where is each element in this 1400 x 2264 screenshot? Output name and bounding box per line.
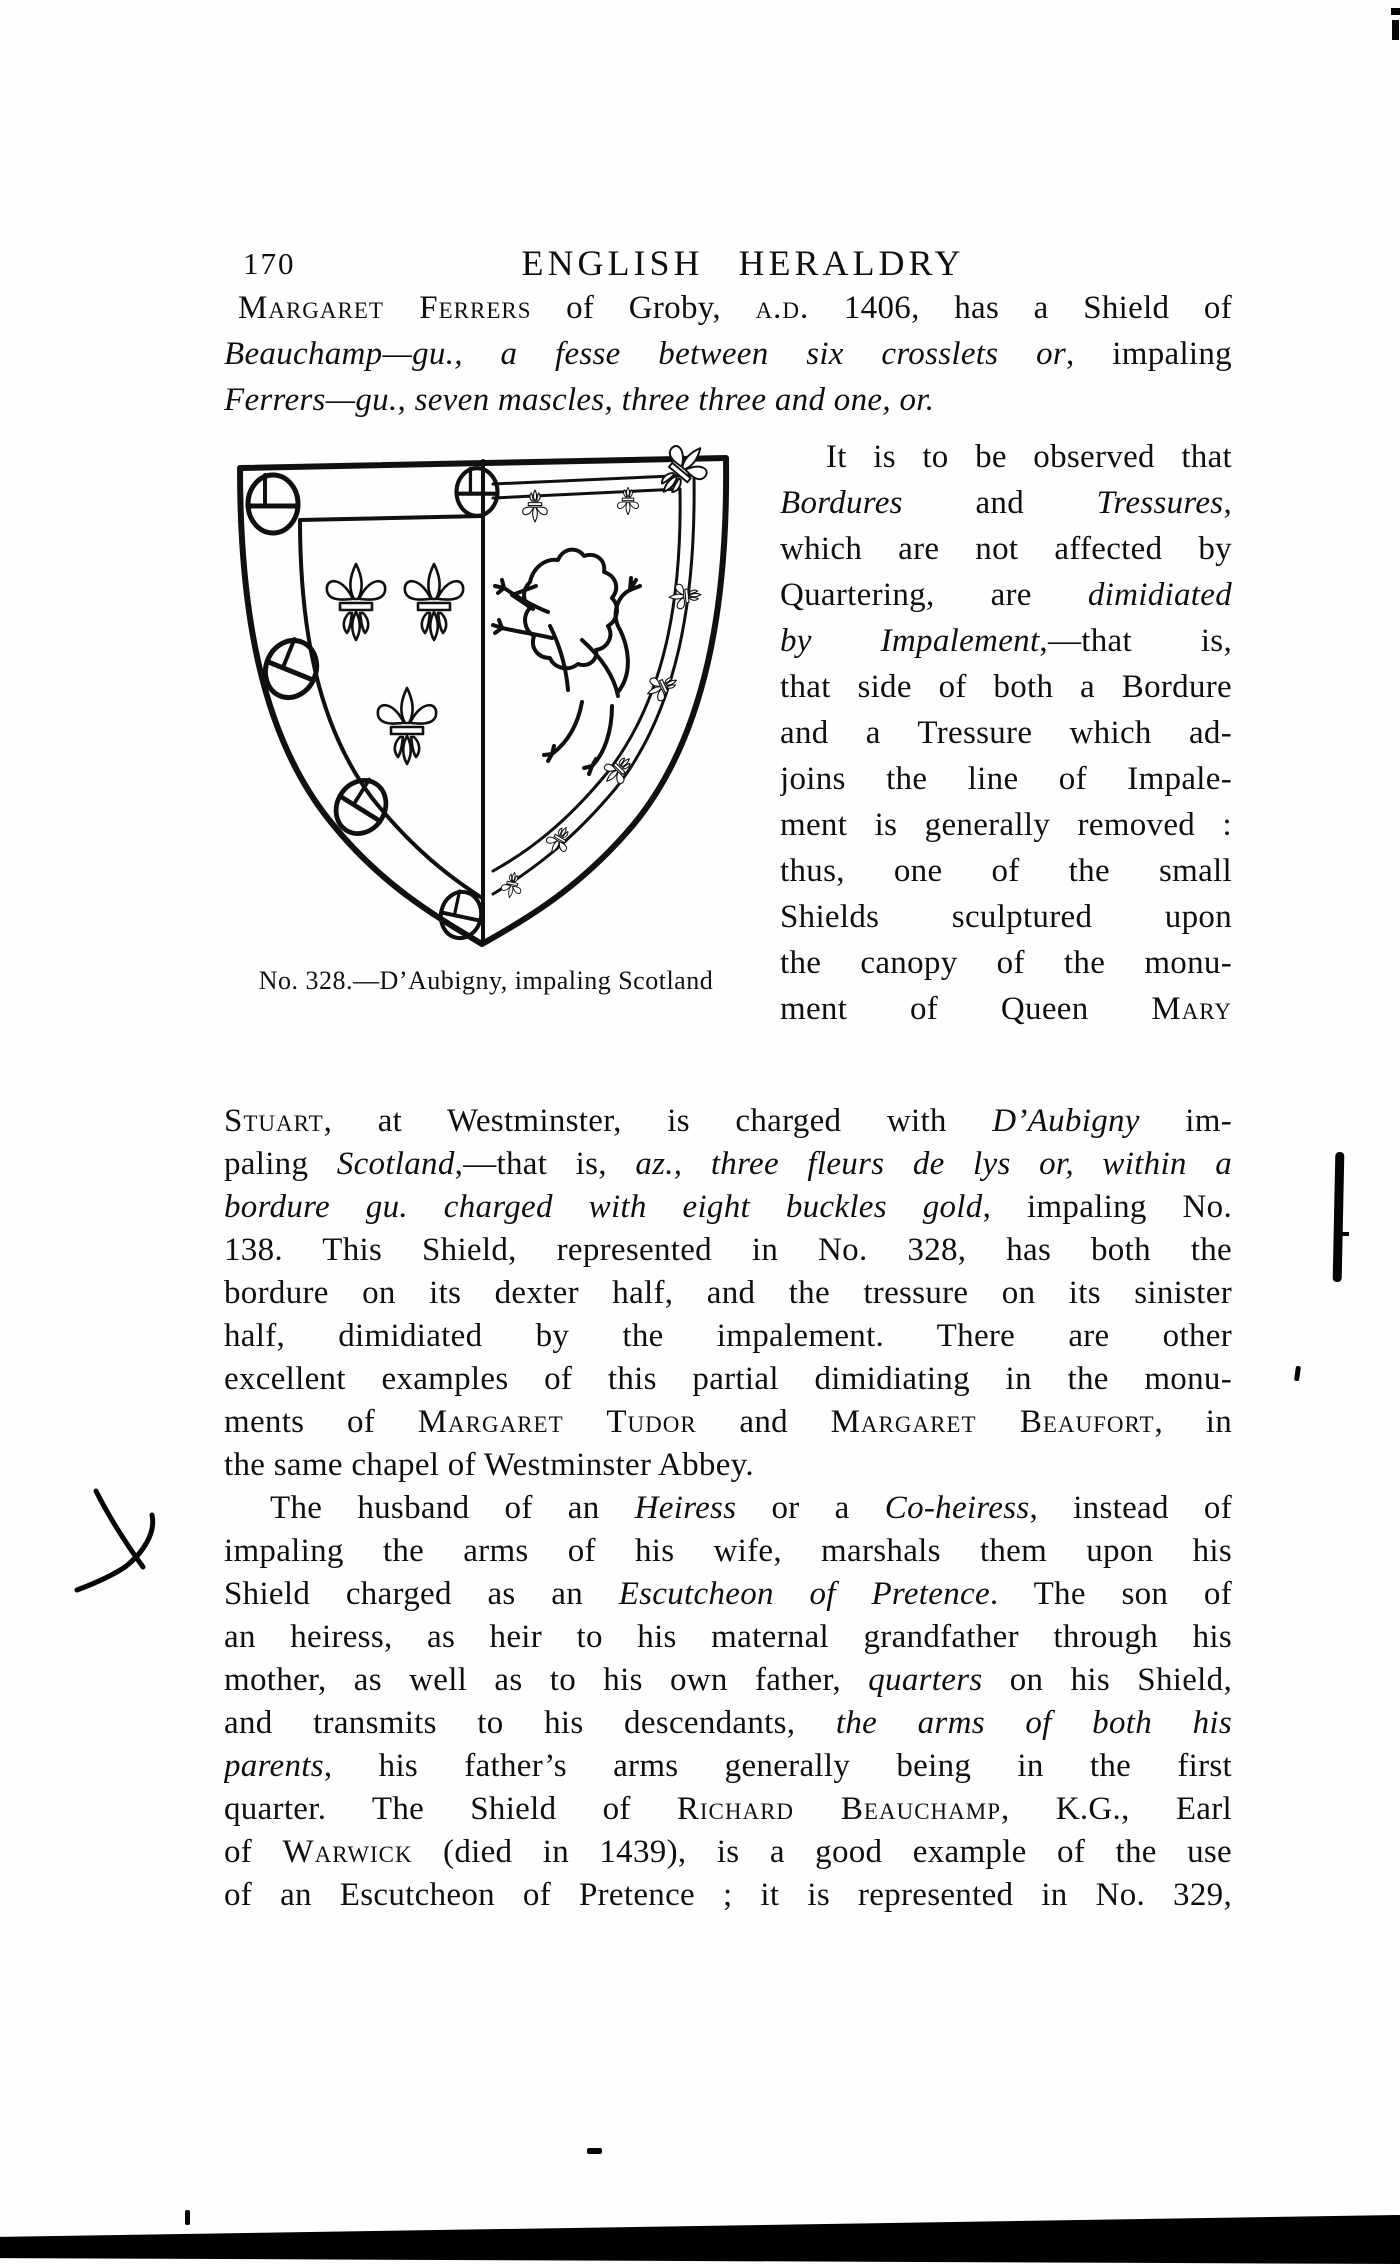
- text-segment: , impaling: [1066, 336, 1232, 372]
- text-segment: of: [224, 1834, 283, 1870]
- text-segment: Beauchamp—gu., a fesse between six crosslets or: [224, 336, 1067, 372]
- text-line: [224, 1358, 1232, 1401]
- text-segment: Margaret Tudor: [417, 1404, 697, 1440]
- text-segment: Shields sculptured upon: [780, 899, 1232, 935]
- paragraph-intro: [224, 285, 1232, 423]
- text-segment: Warwick: [282, 1834, 413, 1870]
- text-segment: by Impalement: [780, 623, 1040, 659]
- text-segment: or a: [736, 1490, 885, 1526]
- margin-ink-stroke: [1333, 1152, 1345, 1282]
- text-line: [224, 1573, 1232, 1616]
- handwritten-x-mark: [55, 1478, 170, 1603]
- text-segment: Quartering, are: [780, 577, 1088, 613]
- text-segment: the canopy of the monu-: [780, 945, 1232, 981]
- text-segment: and transmits to his descendants,: [224, 1705, 836, 1741]
- text-line: [224, 1745, 1232, 1788]
- text-line: [780, 986, 1232, 1032]
- text-segment: ,: [1223, 485, 1232, 521]
- text-segment: az., three fleurs de lys or, within a: [635, 1146, 1232, 1182]
- text-segment: Escutcheon of Pretence: [618, 1576, 990, 1612]
- text-line: [224, 1616, 1232, 1659]
- text-line: [780, 710, 1232, 756]
- text-segment: Mary: [1151, 991, 1232, 1027]
- text-segment: It is to be observed that: [826, 439, 1232, 475]
- page-number: 170: [243, 246, 296, 281]
- text-segment: ment is generally removed :: [780, 807, 1232, 843]
- text-segment: ,—that is,: [1039, 623, 1232, 659]
- text-line: [780, 572, 1232, 618]
- text-line: [780, 618, 1232, 664]
- text-line: [224, 1659, 1232, 1702]
- text-segment: 1406, has a Shield of: [809, 290, 1232, 326]
- text-segment: Richard Beauchamp: [676, 1791, 1001, 1827]
- text-segment: , at Westminster, is charged with: [323, 1103, 993, 1139]
- text-segment: ments of: [224, 1404, 418, 1440]
- text-segment: (died in 1439), is a good example of the use: [412, 1834, 1232, 1870]
- text-segment: Tressures: [1096, 485, 1224, 521]
- text-line: [780, 756, 1232, 802]
- text-segment: which are not affected by: [780, 531, 1232, 567]
- text-line: [224, 1401, 1232, 1444]
- text-line: [780, 894, 1232, 940]
- text-segment: thus, one of the small: [780, 853, 1232, 889]
- margin-ink-tick: [1342, 1232, 1349, 1236]
- text-segment: im-: [1139, 1103, 1232, 1139]
- text-segment: , instead of: [1029, 1490, 1232, 1526]
- text-line: [224, 1100, 1232, 1143]
- text-line: [224, 1272, 1232, 1315]
- foot-dash-mark: [587, 2148, 602, 2154]
- text-line: [224, 1229, 1232, 1272]
- text-segment: of an Escutcheon of Pretence ; it is represented in No. 329,: [224, 1877, 1232, 1913]
- text-line: [780, 480, 1232, 526]
- text-segment: half, dimidiated by the impalement. There are other: [224, 1318, 1232, 1354]
- text-line: [224, 377, 1232, 423]
- text-segment: bordure on its dexter half, and the tressure on its sinister: [224, 1275, 1232, 1311]
- text-segment: parents: [224, 1748, 324, 1784]
- text-segment: and a Tressure which ad-: [780, 715, 1232, 751]
- text-segment: D’Aubigny: [992, 1103, 1140, 1139]
- text-segment: and: [902, 485, 1097, 521]
- lion-rampant: [493, 550, 640, 774]
- text-segment: , his father’s arms generally being in the first: [323, 1748, 1232, 1784]
- text-line: [780, 434, 1232, 480]
- text-segment: Margaret Ferrers: [238, 290, 532, 326]
- text-line: [224, 1487, 1232, 1530]
- text-segment: , impaling No.: [982, 1189, 1232, 1225]
- text-segment: dimidiated: [1087, 577, 1232, 613]
- text-segment: Shield charged as an: [224, 1576, 619, 1612]
- text-line: [224, 1530, 1232, 1573]
- text-segment: The husband of an: [270, 1490, 635, 1526]
- text-segment: and: [696, 1404, 831, 1440]
- text-segment: the same chapel of Westminster Abbey.: [224, 1447, 754, 1483]
- text-segment: impaling the arms of his wife, marshals them upon his: [224, 1533, 1232, 1569]
- text-segment: . The son of: [989, 1576, 1232, 1612]
- text-line: [224, 1874, 1232, 1917]
- text-segment: 138. This Shield, represented in No. 328, has both the: [224, 1232, 1232, 1268]
- scan-edge-bar: [0, 2205, 1400, 2264]
- text-line: [224, 1143, 1232, 1186]
- text-line: [224, 331, 1232, 377]
- text-segment: bordure gu. charged with eight buckles gold: [224, 1189, 983, 1225]
- text-segment: the arms of both his: [835, 1705, 1232, 1741]
- text-segment: Scotland: [336, 1146, 455, 1182]
- text-line: [224, 1702, 1232, 1745]
- running-head: [243, 243, 1243, 288]
- text-segment: an heiress, as heir to his maternal grandfather through his: [224, 1619, 1232, 1655]
- text-segment: mother, as well as to his own father,: [224, 1662, 869, 1698]
- text-segment: ,—that is,: [454, 1146, 636, 1182]
- text-line: [224, 1315, 1232, 1358]
- text-segment: Bordures: [780, 485, 903, 521]
- shield-outline: [240, 458, 726, 944]
- text-segment: that side of both a Bordure: [780, 669, 1232, 705]
- text-line: [780, 526, 1232, 572]
- figure-block: [230, 444, 750, 996]
- text-segment: , in: [1154, 1404, 1232, 1440]
- running-title: ENGLISH HERALDRY: [521, 243, 965, 283]
- text-segment: on his Shield,: [982, 1662, 1232, 1698]
- text-line: [780, 940, 1232, 986]
- text-line: [780, 664, 1232, 710]
- text-segment: a.d.: [755, 290, 810, 326]
- text-line: [780, 802, 1232, 848]
- paragraph-heiress: [224, 1487, 1232, 1917]
- paragraph-continuation: [224, 1100, 1232, 1487]
- text-line: [224, 1444, 1232, 1487]
- text-line: [224, 1186, 1232, 1229]
- text-line: [224, 1788, 1232, 1831]
- text-segment: excellent examples of this partial dimidiating in the monu-: [224, 1361, 1232, 1397]
- text-segment: quarters: [868, 1662, 983, 1698]
- margin-small-mark: [1294, 1366, 1301, 1382]
- text-line: [780, 848, 1232, 894]
- dexter-fleurs-de-lys: [327, 564, 463, 764]
- text-segment: paling: [224, 1146, 337, 1182]
- paragraph-beside-figure: [780, 434, 1232, 1032]
- text-segment: Margaret Beaufort: [830, 1404, 1155, 1440]
- text-segment: quarter. The Shield of: [224, 1791, 677, 1827]
- text-segment: Ferrers—gu., seven mascles, three three and one, or.: [224, 382, 935, 418]
- text-segment: Co-heiress: [884, 1490, 1030, 1526]
- text-segment: joins the line of Impale-: [780, 761, 1232, 797]
- text-segment: , K.G., Earl: [1001, 1791, 1232, 1827]
- foot-tick-mark: [185, 2210, 190, 2225]
- corner-mark-stem: [1392, 20, 1399, 40]
- figure-caption: No. 328.—D’Aubigny, impaling Scotland: [258, 966, 714, 995]
- text-segment: ment of Queen: [780, 991, 1152, 1027]
- text-segment: Stuart: [224, 1103, 324, 1139]
- corner-mark-dot: [1391, 8, 1400, 15]
- text-line: [224, 285, 1232, 331]
- text-segment: of Groby,: [531, 290, 756, 326]
- shield-engraving-illustration: [230, 444, 735, 960]
- text-line: [224, 1831, 1232, 1874]
- text-segment: Heiress: [634, 1490, 737, 1526]
